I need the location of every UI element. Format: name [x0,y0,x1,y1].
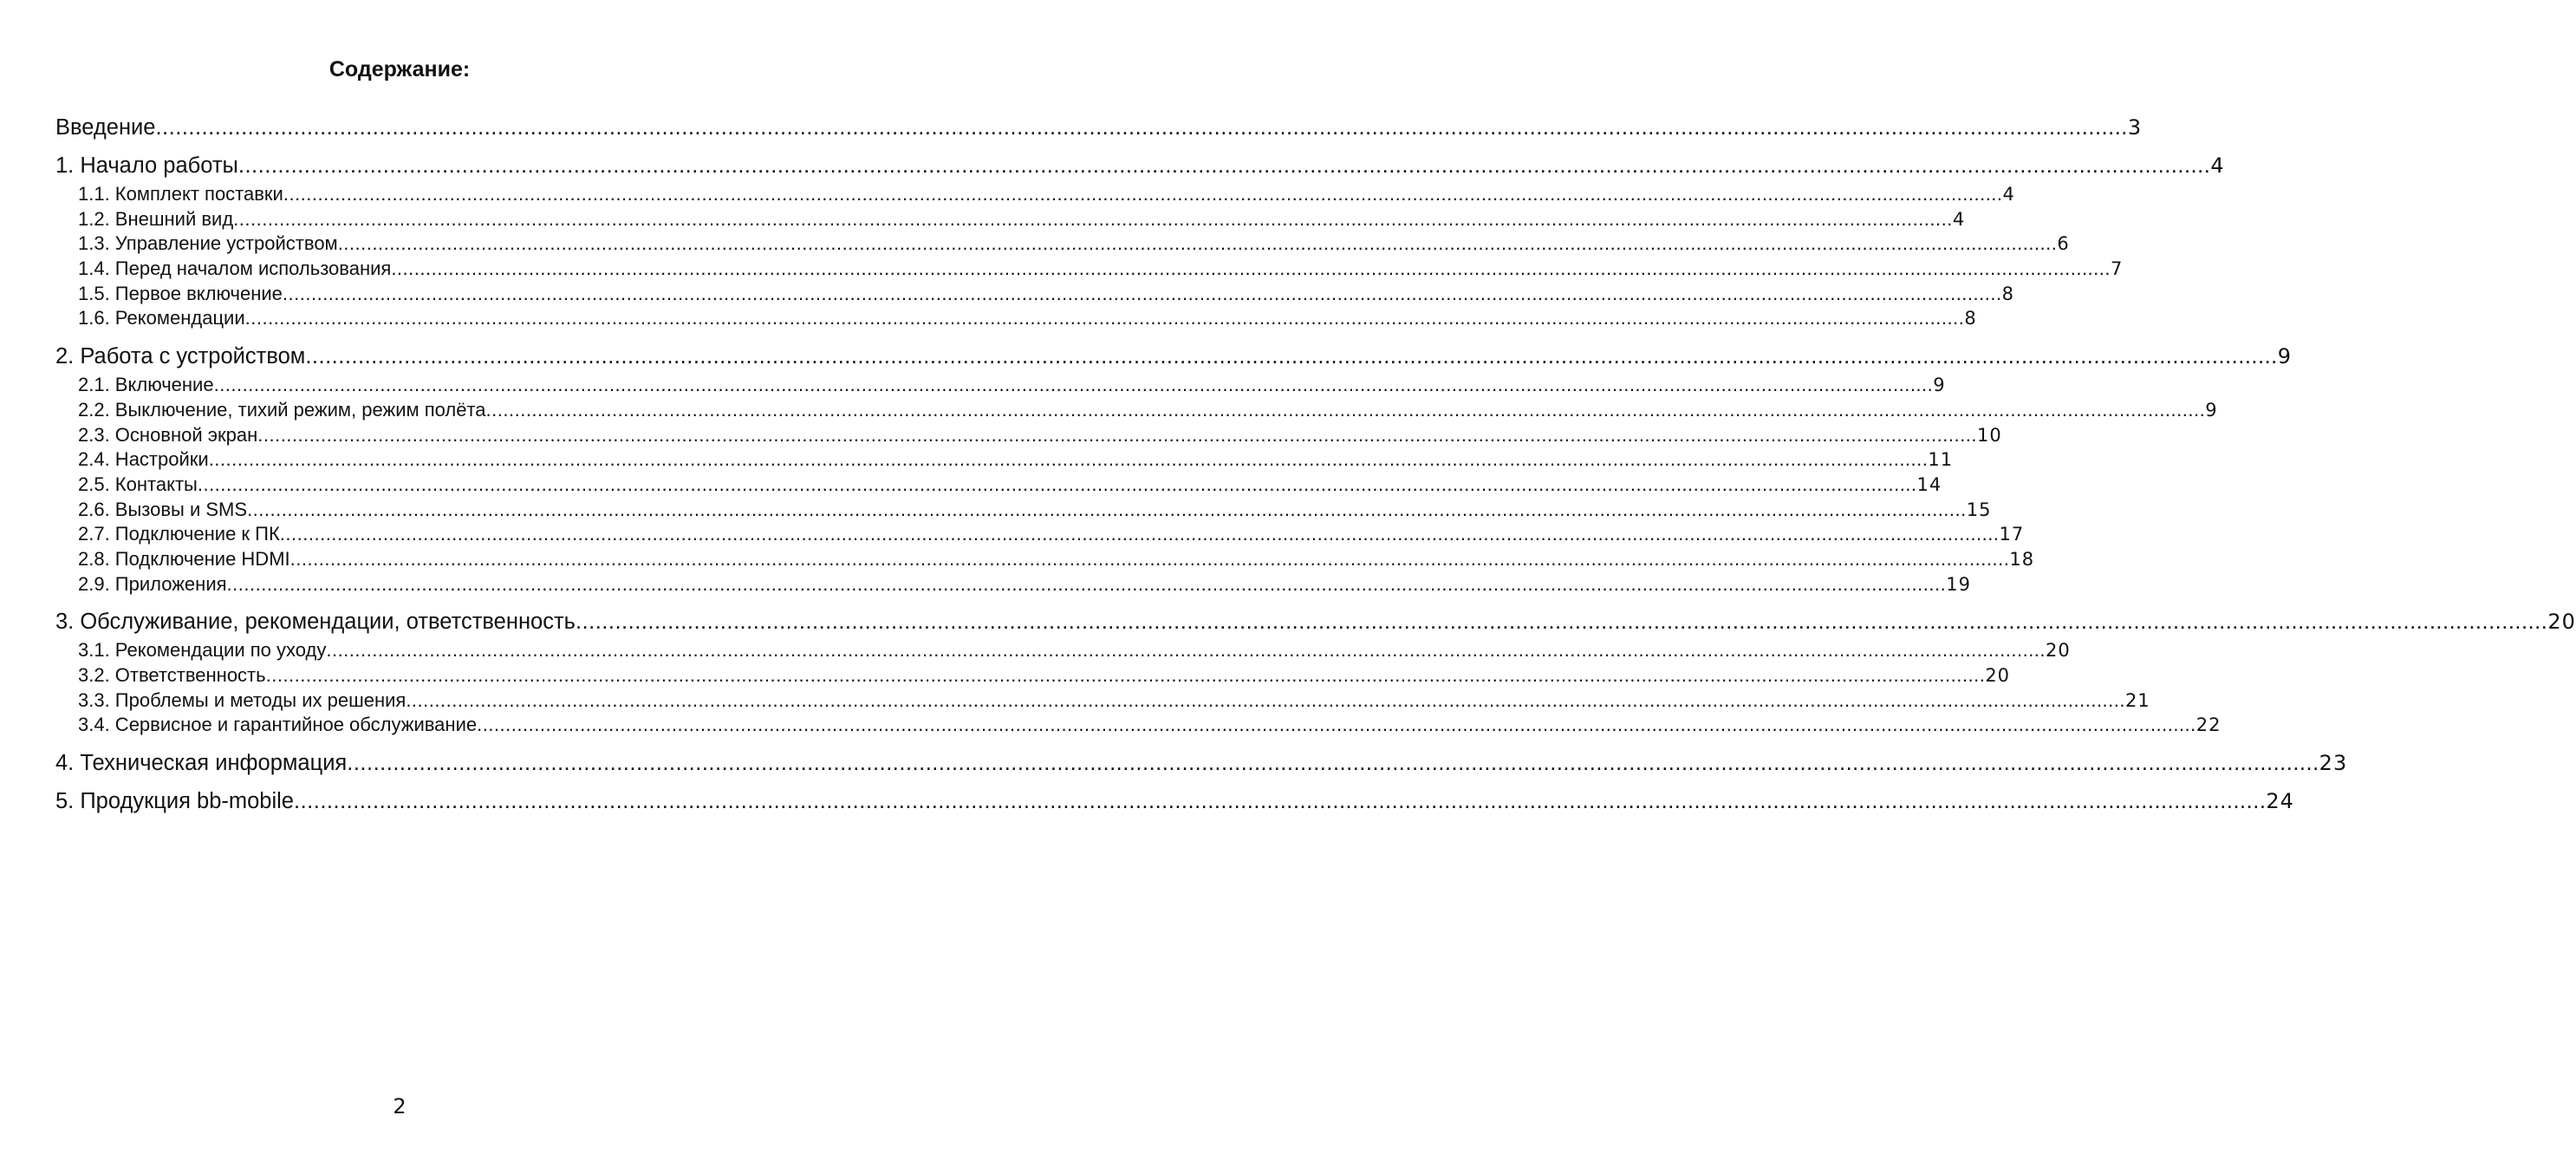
toc-entry-page: 20 [2547,610,2576,635]
dot-leader: ............................................................................................................................................................................................................................................................................................................ [257,423,1977,446]
toc-entry-label: 2.7. Подключение к ПК [78,523,280,545]
toc-entry-label: 3.3. Проблемы и методы их решения [78,688,407,711]
toc-entry-page: 4 [1952,208,1966,230]
toc-entry-page: 7 [2111,258,2124,280]
toc-entry-label: 2.1. Включение [78,374,214,396]
toc-subsection-entry [55,306,1977,331]
toc-entry-page: 6 [2057,233,2070,255]
toc-entry-page: 10 [1976,424,2002,446]
toc-entry-page: 24 [2266,789,2294,814]
toc-entry-page: 4 [2210,153,2225,178]
toc-subsection-entry [55,373,1946,398]
toc-subsection-entry [55,423,2002,448]
toc-entry-label: 1. Начало работы [55,153,238,178]
toc-subsection-entry [55,498,1992,523]
toc-entry-label: 1.4. Перед началом использования [78,258,392,280]
toc-subsection-entry [55,473,1942,498]
toc-entry-label: 1.6. Рекомендации [78,307,245,329]
dot-leader: ............................................................................................................................................................................................................................................................................................................ [155,115,2128,140]
dot-leader: ............................................................................................................................................................................................................................................................................................................ [391,258,2111,280]
toc-section-entry [55,344,2293,369]
toc-entry-label: 3. Обслуживание, рекомендации, ответственность [55,610,576,635]
dot-leader: ............................................................................................................................................................................................................................................................................................................ [283,183,2003,205]
toc-subsection-entry [55,688,2150,714]
toc-entry-label: 2.5. Контакты [78,473,198,495]
dot-leader: ............................................................................................................................................................................................................................................................................................................ [289,547,2010,570]
dot-leader: ............................................................................................................................................................................................................................................................................................................ [247,498,1967,520]
dot-leader: ............................................................................................................................................................................................................................................................................................................ [213,374,1934,396]
toc-subsection-entry [55,182,2015,207]
toc-subsection-entry [55,398,2218,423]
toc-entry-label: 3.1. Рекомендации по уходу [78,639,327,662]
toc-entry-label: 2.8. Подключение HDMI [78,547,290,570]
toc-entry-page: 20 [1985,665,2011,686]
toc-subsection-entry [55,257,2124,282]
toc-subsection-entry [55,663,2011,688]
toc-entry-label: 1.3. Управление устройством [78,232,338,255]
toc-entry-page: 18 [2009,548,2035,570]
toc-entry-page: 9 [2277,344,2293,369]
toc-section-entry [55,153,2225,179]
toc-entry-label: 1.5. Первое включение [78,282,283,304]
dot-leader: ............................................................................................................................................................................................................................................................................................................ [575,610,2548,635]
toc-entry-label: 2. Работа с устройством [55,344,306,369]
dot-leader: ............................................................................................................................................................................................................................................................................................................ [293,789,2267,814]
toc-entry-label: 5. Продукция bb-mobile [55,789,294,814]
toc-entry-label: 1.2. Внешний вид [78,207,234,230]
page-number: 2 [393,1094,407,1119]
toc-entry-label: 2.2. Выключение, тихий режим, режим полёта [78,398,486,421]
dot-leader: ............................................................................................................................................................................................................................................................................................................ [226,572,1947,595]
dot-leader: ............................................................................................................................................................................................................................................................................................................ [485,398,2206,421]
toc-entry-label: 3.4. Сервисное и гарантийное обслуживание [78,714,478,736]
dot-leader: ............................................................................................................................................................................................................................................................................................................ [477,714,2196,736]
dot-leader: ............................................................................................................................................................................................................................................................................................................ [265,664,1986,686]
toc-entry-page: 17 [1999,524,2025,545]
toc-entry-page: 3 [2127,115,2143,140]
toc-entry-page: 4 [2002,184,2015,205]
dot-leader: ............................................................................................................................................................................................................................................................................................................ [347,751,2319,776]
toc-entry-page: 20 [2046,640,2071,662]
dot-leader: ............................................................................................................................................................................................................................................................................................................ [326,639,2046,662]
dot-leader: ............................................................................................................................................................................................................................................................................................................ [244,307,1965,329]
toc-entry-page: 15 [1966,499,1992,520]
toc-subsection-entry [55,207,1966,232]
toc-entry-label: 2.3. Основной экран [78,423,258,446]
toc-entry-page: 21 [2125,689,2150,711]
toc-entry-page: 14 [1916,473,1942,495]
toc-entry-page: 9 [2205,399,2218,421]
toc-subsection-entry [55,282,2014,307]
toc-entry-page: 23 [2319,751,2348,776]
toc-entry-page: 11 [1928,449,1954,471]
toc-section-entry [55,115,2143,140]
page-title: Содержание: [329,57,471,82]
toc-entry-page: 8 [2001,283,2014,304]
toc-section-entry [55,751,2348,776]
toc-subsection-entry [55,572,1971,597]
dot-leader: ............................................................................................................................................................................................................................................................................................................ [237,153,2211,178]
toc-entry-label: 3.2. Ответственность [78,664,266,686]
dot-leader: ............................................................................................................................................................................................................................................................................................................ [406,688,2126,711]
toc-subsection-entry [55,447,1954,473]
dot-leader: ............................................................................................................................................................................................................................................................................................................ [279,523,2000,545]
dot-leader: ............................................................................................................................................................................................................................................................................................................ [208,448,1929,471]
toc-entry-label: 2.4. Настройки [78,448,209,471]
toc-subsection-entry [55,232,2070,257]
toc-section-entry [55,789,2294,814]
toc-section-entry [55,610,2576,635]
toc-entry-label: 4. Техническая информация [55,751,348,776]
toc-entry-label: Введение [55,115,156,140]
dot-leader: ............................................................................................................................................................................................................................................................................................................ [197,473,1917,495]
toc-entry-page: 8 [1964,308,1977,329]
toc-entry-label: 1.1. Комплект поставки [78,183,283,205]
toc-subsection-entry [55,547,2035,572]
toc-subsection-entry [55,638,2071,663]
toc-entry-label: 2.6. Вызовы и SMS [78,498,248,520]
toc-entry-page: 19 [1946,573,1971,595]
table-of-contents [55,115,2576,814]
toc-entry-label: 2.9. Приложения [78,572,227,595]
dot-leader: ............................................................................................................................................................................................................................................................................................................ [233,207,1953,230]
toc-entry-page: 22 [2195,714,2221,736]
dot-leader: ............................................................................................................................................................................................................................................................................................................ [282,282,2002,304]
dot-leader: ............................................................................................................................................................................................................................................................................................................ [305,344,2278,369]
dot-leader: ............................................................................................................................................................................................................................................................................................................ [337,232,2058,255]
toc-entry-page: 9 [1933,375,1946,396]
toc-subsection-entry [55,713,2221,738]
toc-subsection-entry [55,522,2025,547]
